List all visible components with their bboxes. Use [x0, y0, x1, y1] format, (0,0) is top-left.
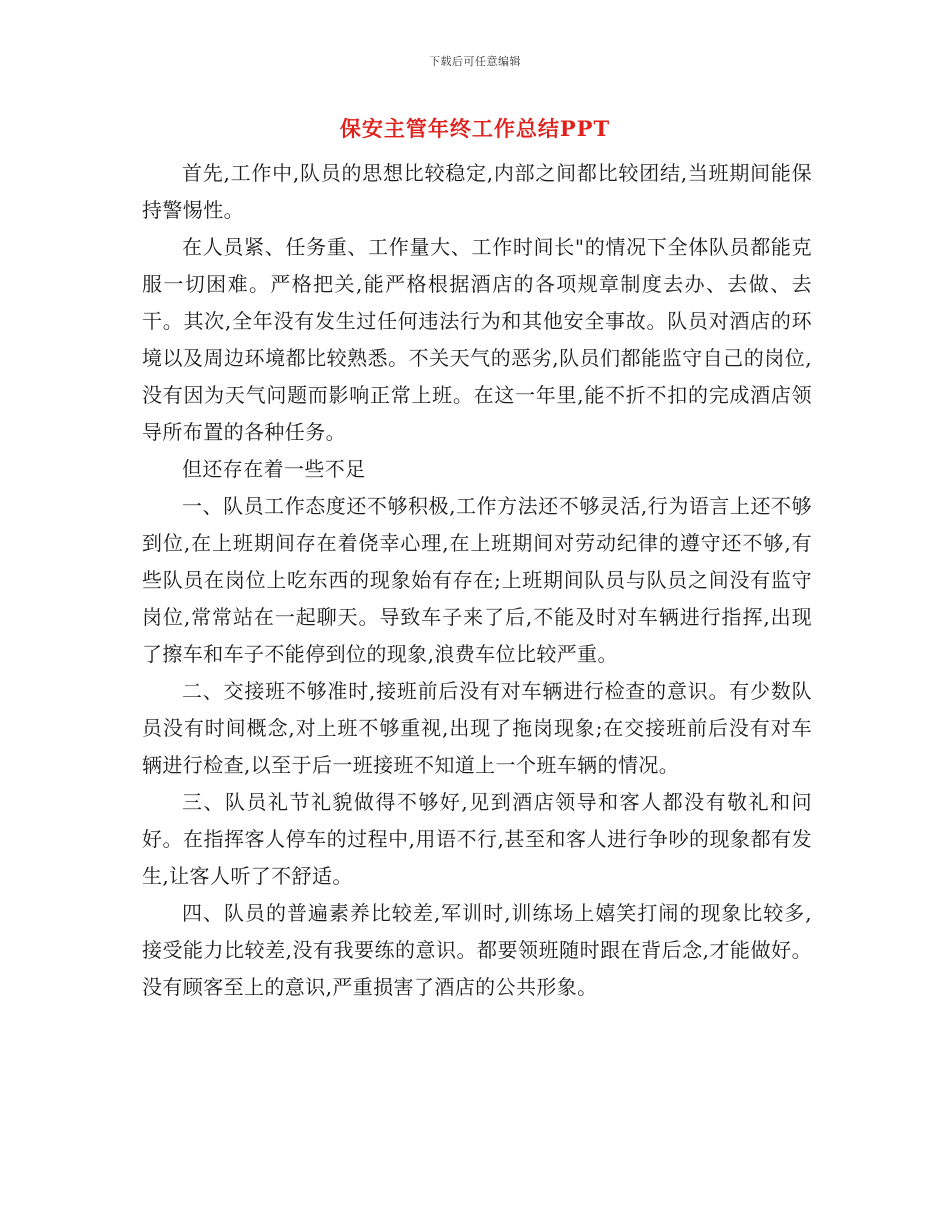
- paragraph-2: 在人员紧、任务重、工作量大、工作时间长"的情况下全体队员都能克服一切困难。严格把关,能严格根据酒店的各项规章制度去办、去做、去干。其次,全年没有发生过任何违法行为和其他安全事故。队员对酒店的环境以及周边环境都比较熟悉。不关天气的恶劣,队员们都能监守自己的岗位,没有因为天气问题而影响正常上班。在这一年里,能不折不扣的完成酒店领导所布置的各种任务。: [142, 235, 812, 444]
- document-body: [142, 155, 812, 1006]
- paragraph-6: 三、队员礼节礼貌做得不够好,见到酒店领导和客人都没有敬礼和问好。在指挥客人停车的过程中,用语不行,甚至和客人进行争吵的现象都有发生,让客人听了不舒适。: [142, 790, 812, 888]
- header-note: 下载后可任意编辑: [429, 55, 521, 68]
- paragraph-5: 二、交接班不够准时,接班前后没有对车辆进行检查的意识。有少数队员没有时间概念,对上班不够重视,出现了拖岗现象;在交接班前后没有对车辆进行检查,以至于后一班接班不知道上一个班车辆的情况。: [142, 679, 812, 777]
- paragraph-1: 首先,工作中,队员的思想比较稳定,内部之间都比较团结,当班期间能保持警惕性。: [142, 161, 812, 222]
- paragraph-3: 但还存在着一些不足: [182, 457, 366, 481]
- document-title: 保安主管年终工作总结PPT: [339, 116, 611, 141]
- paragraph-7: 四、队员的普遍素养比较差,军训时,训练场上嬉笑打闹的现象比较多,接受能力比较差,没有我要练的意识。都要领班随时跟在背后念,才能做好。没有顾客至上的意识,严重损害了酒店的公共形象。: [142, 901, 812, 999]
- paragraph-4: 一、队员工作态度还不够积极,工作方法还不够灵活,行为语言上还不够到位,在上班期间存在着侥幸心理,在上班期间对劳动纪律的遵守还不够,有些队员在岗位上吃东西的现象始有存在;上班期间队员与队员之间没有监守岗位,常常站在一起聊天。导致车子来了后,不能及时对车辆进行指挥,出现了擦车和车子不能停到位的现象,浪费车位比较严重。: [142, 494, 812, 666]
